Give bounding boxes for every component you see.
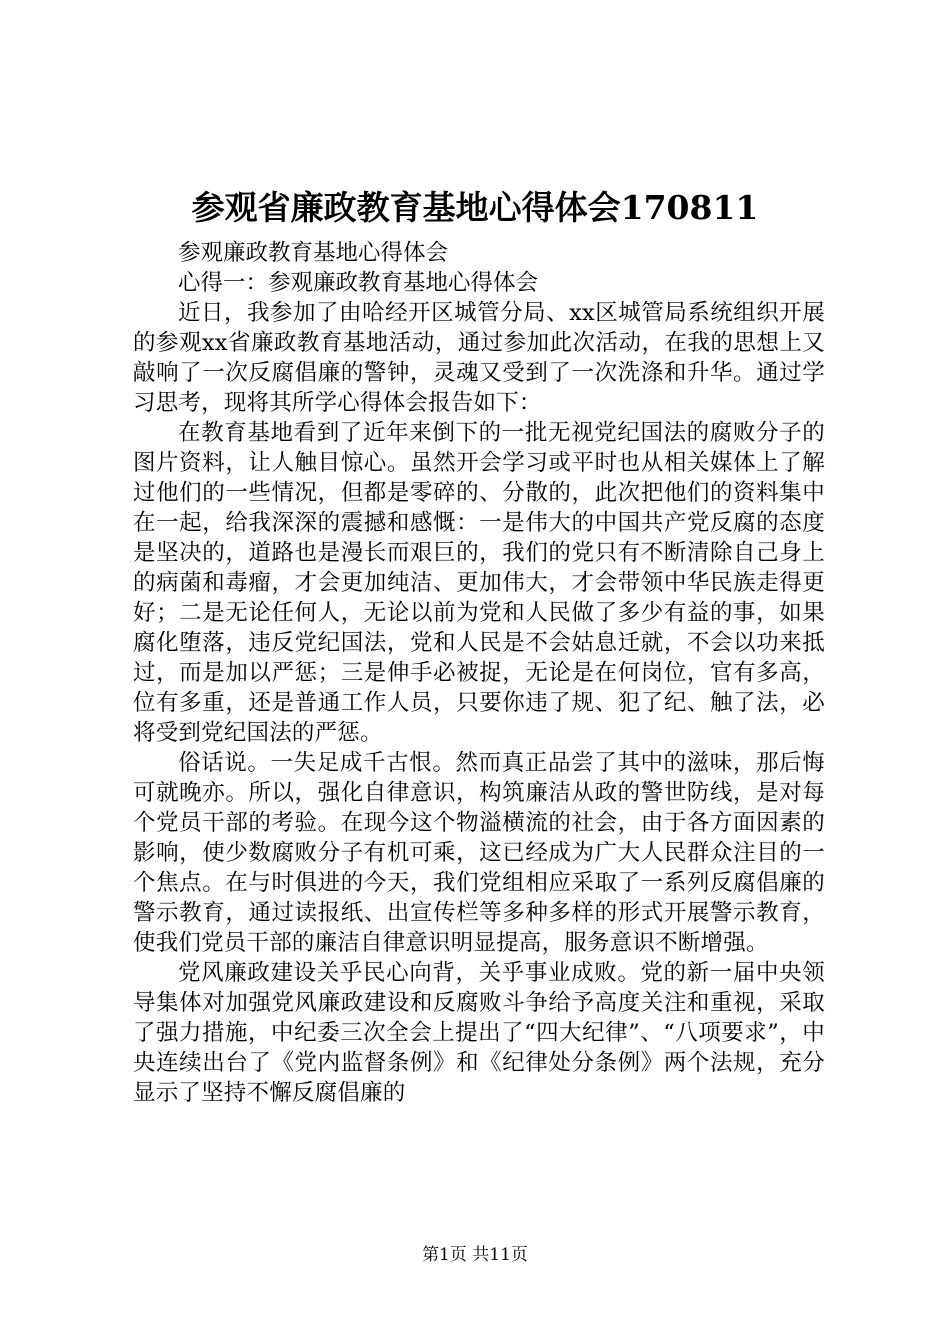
document-title: 参观省廉政教育基地心得体会170811 [191, 188, 759, 227]
paragraph-3: 俗话说。一失足成千古恨。然而真正品尝了其中的滋味，那后悔可就晚亦。所以，强化自律意识，构筑廉洁从政的警世防线，是对每个党员干部的考验。在现今这个物溢横流的社会，由于各方面因素的影响，使少数腐败分子有机可乘，这已经成为广大人民群众注目的一个焦点。在与时俱进的今天，我们党组相应采取了一系列反腐倡廉的警示教育，通过读报纸、出宣传栏等多种多样的形式开展警示教育，使我们党员干部的廉洁自律意识明显提高，服务意识不断增强。 [133, 750, 825, 956]
paragraph-1: 近日，我参加了由哈经开区城管分局、xx区城管局系统组织开展的参观xx省廉政教育基地活动，通过参加此次活动，在我的思想上又敲响了一次反腐倡廉的警钟，灵魂又受到了一次洗涤和升华。通过学习思考，现将其所学心得体会报告如下： [133, 300, 825, 416]
subtitle-2: 心得一：参观廉政教育基地心得体会 [178, 270, 539, 296]
document-body [133, 238, 825, 1108]
paragraph-4: 党风廉政建设关乎民心向背，关乎事业成败。党的新一届中央领导集体对加强党风廉政建设和反腐败斗争给予高度关注和重视，采取了强力措施，中纪委三次全会上提出了“四大纪律”、“八项要求”，中央连续出台了《党内监督条例》和《纪律处分条例》两个法规，充分显示了坚持不懈反腐倡廉的 [133, 960, 825, 1106]
page-footer: 第1页 共11页 [422, 1245, 528, 1265]
subtitle-1: 参观廉政教育基地心得体会 [178, 240, 449, 266]
paragraph-2: 在教育基地看到了近年来倒下的一批无视党纪国法的腐败分子的图片资料，让人触目惊心。虽然开会学习或平时也从相关媒体上了解过他们的一些情况，但都是零碎的、分散的，此次把他们的资料集中在一起，给我深深的震撼和感慨：一是伟大的中国共产党反腐的态度是坚决的，道路也是漫长而艰巨的，我们的党只有不断清除自己身上的病菌和毒瘤，才会更加纯洁、更加伟大，才会带领中华民族走得更好；二是无论任何人，无论以前为党和人民做了多少有益的事，如果腐化堕落，违反党纪国法，党和人民是不会姑息迁就，不会以功来抵过，而是加以严惩；三是伸手必被捉，无论是在何岗位，官有多高，位有多重，还是普通工作人员，只要你违了规、犯了纪、触了法，必将受到党纪国法的严惩。 [133, 420, 825, 746]
